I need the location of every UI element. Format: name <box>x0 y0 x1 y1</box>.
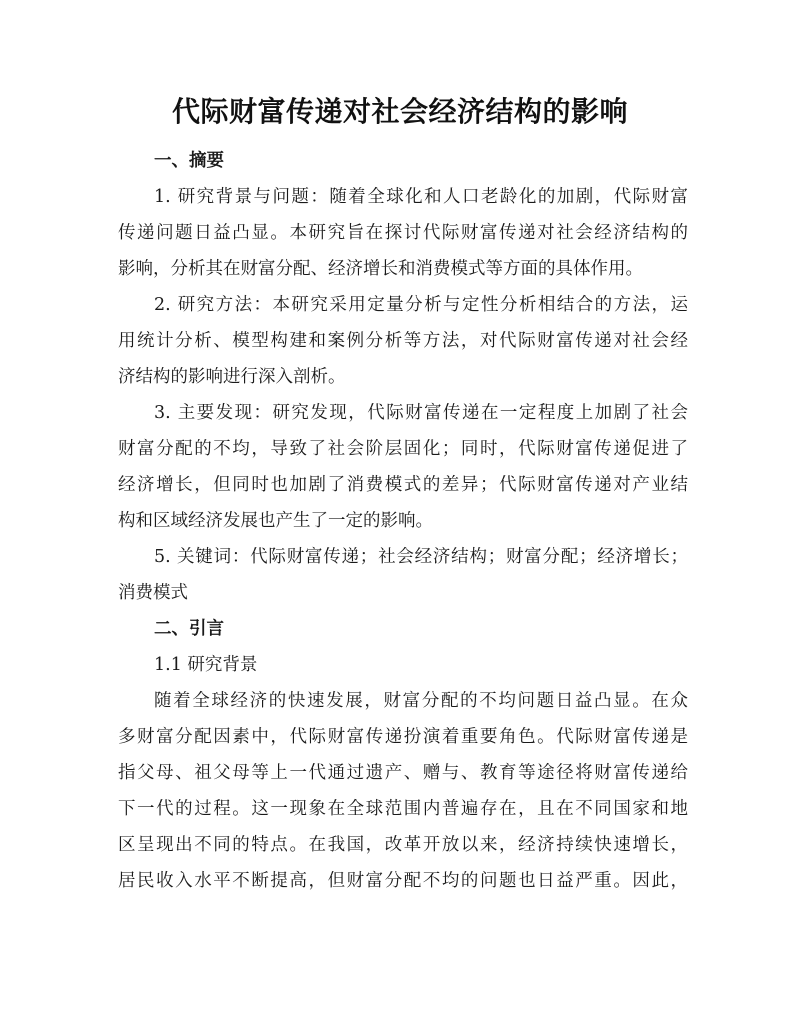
background-paragraph-line-1: 随着全球经济的快速发展，财富分配的不均问题日益凸显。在众 <box>154 691 688 711</box>
background-paragraph-line-6: 居民收入水平不断提高，但财富分配不均的问题也日益严重。因此， <box>118 871 688 891</box>
abstract-paragraph-3-line-3: 经济增长，但同时也加剧了消费模式的差异；代际财富传递对产业结 <box>118 475 688 495</box>
abstract-paragraph-1-line-2: 传递问题日益凸显。本研究旨在探讨代际财富传递对社会经济结构的 <box>118 223 688 243</box>
abstract-paragraph-3-line-2: 财富分配的不均，导致了社会阶层固化；同时，代际财富传递促进了 <box>118 439 688 459</box>
keywords-line-2: 消费模式 <box>118 583 188 603</box>
section-heading-introduction: 二、引言 <box>154 619 224 639</box>
abstract-paragraph-2-line-3: 济结构的影响进行深入剖析。 <box>118 367 346 387</box>
abstract-paragraph-2-line-1: 2. 研究方法：本研究采用定量分析与定性分析相结合的方法，运 <box>154 295 688 315</box>
background-paragraph-line-4: 下一代的过程。这一现象在全球范围内普遍存在，且在不同国家和地 <box>118 799 688 819</box>
section-heading-abstract: 一、摘要 <box>154 151 224 171</box>
abstract-paragraph-2-line-2: 用统计分析、模型构建和案例分析等方法，对代际财富传递对社会经 <box>118 331 688 351</box>
background-paragraph-line-5: 区呈现出不同的特点。在我国，改革开放以来，经济持续快速增长， <box>118 835 688 855</box>
document-title: 代际财富传递对社会经济结构的影响 <box>171 95 628 128</box>
background-paragraph-line-3: 指父母、祖父母等上一代通过遗产、赠与、教育等途径将财富传递给 <box>118 763 688 783</box>
keywords-line-1: 5. 关键词：代际财富传递；社会经济结构；财富分配；经济增长； <box>154 547 688 567</box>
background-paragraph-line-2: 多财富分配因素中，代际财富传递扮演着重要角色。代际财富传递是 <box>118 727 688 747</box>
abstract-paragraph-3-line-4: 构和区域经济发展也产生了一定的影响。 <box>118 511 433 531</box>
abstract-paragraph-1-line-3: 影响，分析其在财富分配、经济增长和消费模式等方面的具体作用。 <box>118 259 643 279</box>
subsection-heading-background: 1.1 研究背景 <box>154 655 258 675</box>
abstract-paragraph-1-line-1: 1. 研究背景与问题：随着全球化和人口老龄化的加剧，代际财富 <box>154 187 688 207</box>
abstract-paragraph-3-line-1: 3. 主要发现：研究发现，代际财富传递在一定程度上加剧了社会 <box>154 403 688 423</box>
